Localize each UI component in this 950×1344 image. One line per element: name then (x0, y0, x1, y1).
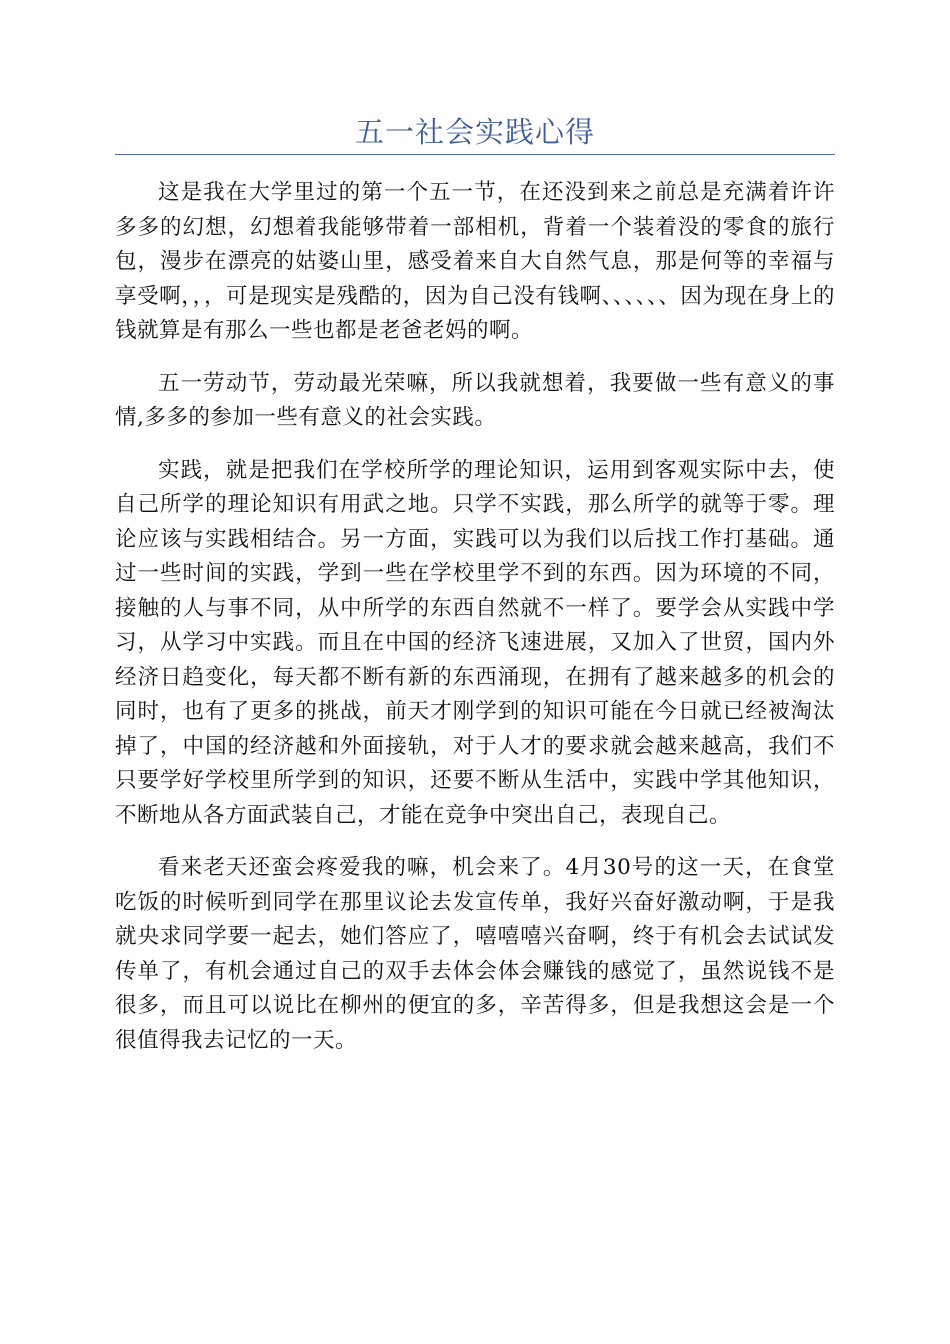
paragraph-3: 实践，就是把我们在学校所学的理论知识，运用到客观实际中去，使自己所学的理论知识有用武之地。只学不实践，那么所学的就等于零。理论应该与实践相结合。另一方面，实践可以为我们以后找工作打基础。通过一些时间的实践，学到一些在学校里学不到的东西。因为环境的不同，接触的人与事不同，从中所学的东西自然就不一样了。要学会从实践中学习，从学习中实践。而且在中国的经济飞速进展，又加入了世贸，国内外经济日趋变化，每天都不断有新的东西涌现，在拥有了越来越多的机会的同时，也有了更多的挑战，前天才刚学到的知识可能在今日就已经被淘汰掉了，中国的经济越和外面接轨，对于人才的要求就会越来越高，我们不只要学好学校里所学到的知识，还要不断从生活中，实践中学其他知识，不断地从各方面武装自己，才能在竞争中突出自己，表现自己。 (115, 457, 835, 828)
document-title: 五一社会实践心得 (354, 115, 595, 149)
paragraph-2: 五一劳动节，劳动最光荣嘛，所以我就想着，我要做一些有意义的事情,多多的参加一些有意义的社会实践。 (115, 370, 835, 430)
title-underline (115, 154, 835, 155)
paragraph-4: 看来老天还蛮会疼爱我的嘛，机会来了。4月30号的这一天，在食堂吃饭的时候听到同学在那里议论去发宣传单，我好兴奋好激动啊，于是我就央求同学要一起去，她们答应了，嘻嘻嘻兴奋啊，终于有机会去试试发传单了，有机会通过自己的双手去体会体会赚钱的感觉了，虽然说钱不是很多，而且可以说比在柳州的便宜的多，辛苦得多，但是我想这会是一个很值得我去记忆的一天。 (115, 855, 835, 1053)
paragraph-1: 这是我在大学里过的第一个五一节，在还没到来之前总是充满着许许多多的幻想，幻想着我能够带着一部相机，背着一个装着没的零食的旅行包，漫步在漂亮的姑婆山里，感受着来自大自然气息，那是何等的幸福与享受啊，，，可是现实是残酷的，因为自己没有钱啊、、、、、、因为现在身上的钱就算是有那么一些也都是老爸老妈的啊。 (115, 180, 835, 343)
document-body (115, 176, 835, 1076)
